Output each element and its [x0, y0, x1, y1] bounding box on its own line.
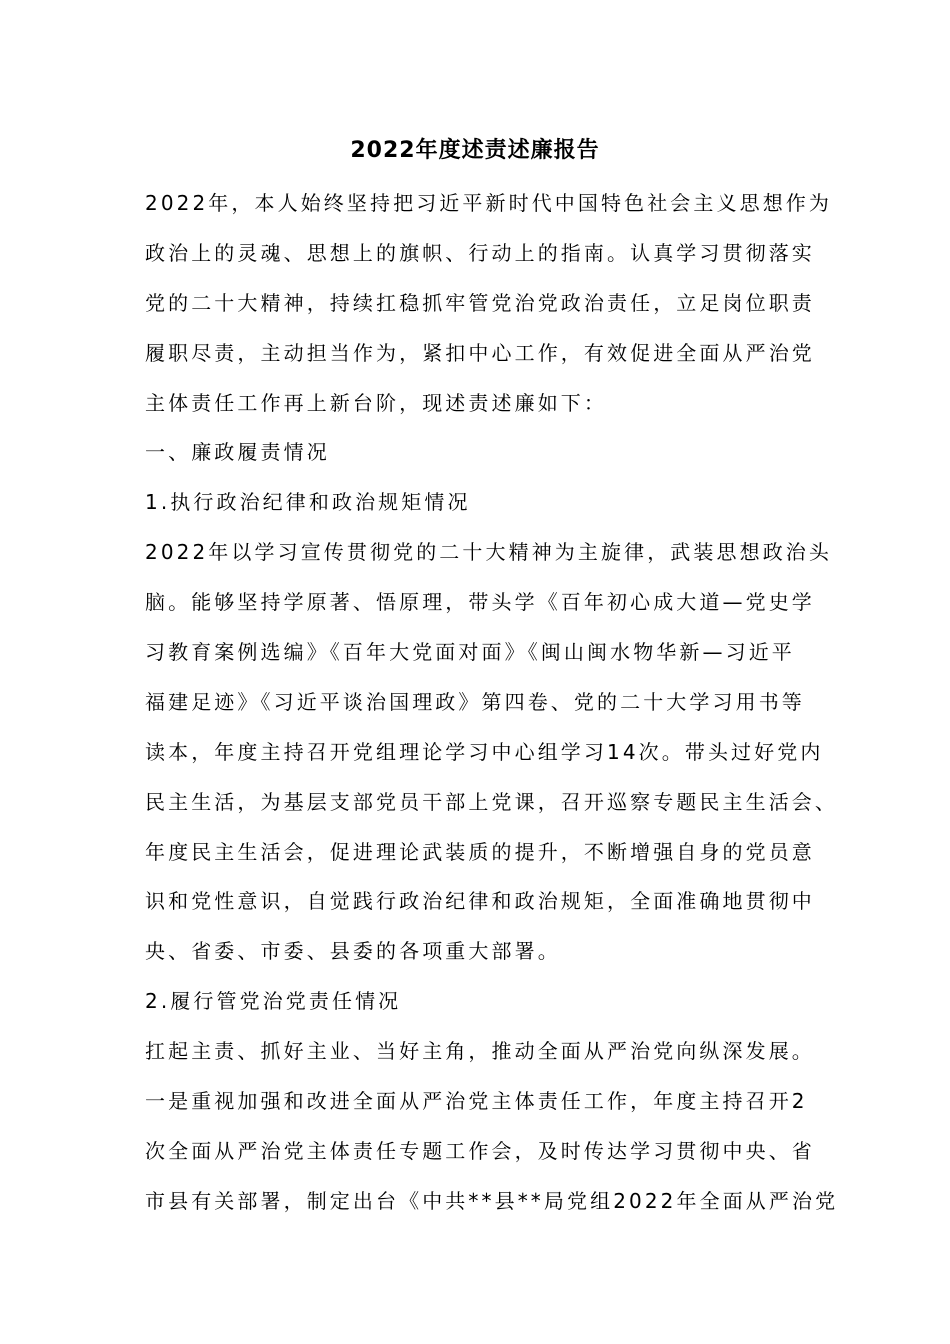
text-line: 年度民主生活会，促进理论武装质的提升，不断增强自身的党员意: [145, 839, 815, 864]
text-line: 2022年以学习宣传贯彻党的二十大精神为主旋律，武装思想政治头: [145, 540, 832, 565]
text-line: 市县有关部署，制定出台《中共**县**局党组2022年全面从严治党: [145, 1188, 839, 1213]
text-line: 扛起主责、抓好主业、当好主角，推动全面从严治党向纵深发展。: [145, 1039, 815, 1064]
text-line: 脑。能够坚持学原著、悟原理，带头学《百年初心成大道—党史学: [145, 590, 815, 615]
text-line: 识和党性意识，自觉践行政治纪律和政治规矩，全面准确地贯彻中: [145, 889, 815, 914]
document-body: [145, 179, 845, 1227]
text-line: 福建足迹》《习近平谈治国理政》第四卷、党的二十大学习用书等: [145, 689, 805, 714]
text-line: 主体责任工作再上新台阶，现述责述廉如下：: [145, 390, 607, 415]
text-line: 一是重视加强和改进全面从严治党主体责任工作，年度主持召开2: [145, 1089, 808, 1114]
subsection-heading: 1.执行政治纪律和政治规矩情况: [145, 490, 471, 515]
text-line: 读本，年度主持召开党组理论学习中心组学习14次。带头过好党内: [145, 739, 824, 764]
section-heading: 一、廉政履责情况: [145, 440, 330, 465]
text-line: 2022年，本人始终坚持把习近平新时代中国特色社会主义思想作为: [145, 191, 832, 215]
text-line: 习教育案例选编》《百年大党面对面》《闽山闽水物华新—习近平: [145, 640, 795, 665]
text-line: 党的二十大精神，持续扛稳抓牢管党治党政治责任，立足岗位职责: [145, 290, 815, 315]
page-title: 2022年度述责述廉报告: [350, 138, 600, 163]
text-line: 民主生活，为基层支部党员干部上党课，召开巡察专题民主生活会、: [145, 789, 838, 814]
text-line: 履职尽责，主动担当作为，紧扣中心工作，有效促进全面从严治党: [145, 340, 815, 365]
subsection-heading: 2.履行管党治党责任情况: [145, 989, 402, 1014]
text-line: 次全面从严治党主体责任专题工作会，及时传达学习贯彻中央、省: [145, 1138, 815, 1163]
text-line: 央、省委、市委、县委的各项重大部署。: [145, 939, 561, 964]
text-line: 政治上的灵魂、思想上的旗帜、行动上的指南。认真学习贯彻落实: [145, 240, 815, 265]
